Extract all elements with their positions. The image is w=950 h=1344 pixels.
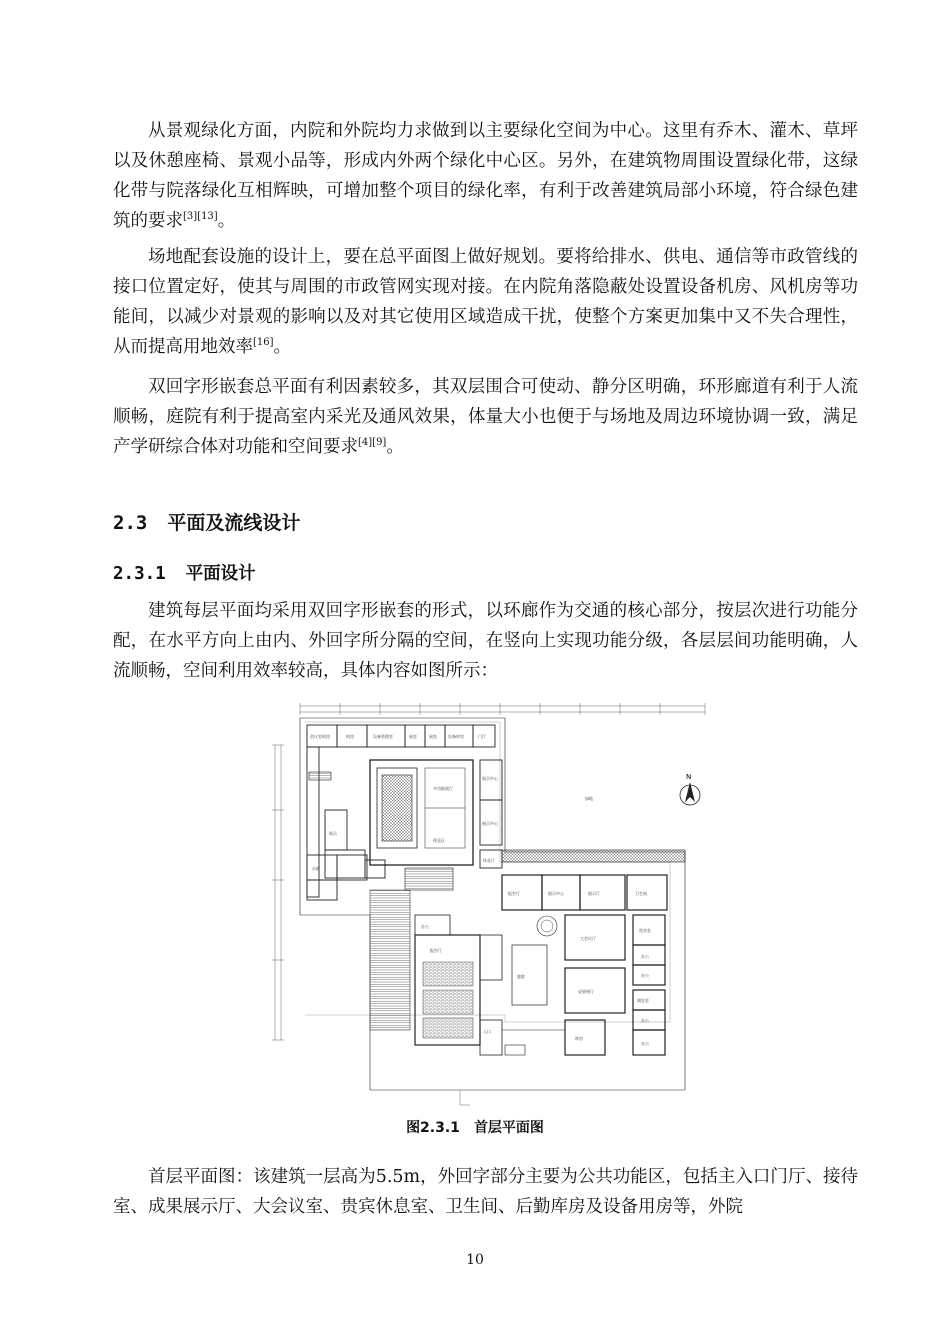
room-label: 展示中心 xyxy=(548,891,564,896)
floor-plan-drawing xyxy=(265,700,715,1110)
room-label: 贵宾室 xyxy=(639,928,651,933)
paragraph-site-facilities: 场地配套设施的设计上，要在总平面图上做好规划。要将给排水、供电、通信等市政管线的接口位置定好，使其与周围的市政管网实现对接。在内院角落隐蔽处设置设备机房、风机房等功能间，以减少对景观的影响以及对其它使用区域造成干扰，使整个方案更加集中又不失合理性，从而提高用地效率[16]。 xyxy=(113,247,858,357)
paragraph-ground-floor: 首层平面图：该建筑一层高为5.5m，外回字部分主要为公共功能区，包括主入口门厅、接待室、成果展示厅、大会议室、贵宾休息室、卫生间、后勤库房及设备用房等，外院 xyxy=(113,1167,858,1217)
south-service xyxy=(502,1030,565,1055)
north-arrow xyxy=(680,773,700,805)
room-label: 展示 xyxy=(329,831,337,836)
room-label: 多功能展厅 xyxy=(433,786,453,791)
room-label: 办公 xyxy=(641,973,649,978)
room-label: 展示厅 xyxy=(588,891,600,896)
room-label: 办公 xyxy=(641,1018,649,1023)
room-label: 入口 xyxy=(483,1029,491,1034)
room-label: 大会议厅 xyxy=(580,936,596,941)
north-label: N xyxy=(686,773,692,781)
east-rooms xyxy=(325,760,502,878)
caption-number: 图2.3.1 xyxy=(406,1120,460,1136)
svg-text:设备库房: 设备库房 xyxy=(448,734,464,739)
paragraph-plan-design: 建筑每层平面均采用双回字形嵌套的形式，以环廊作为交通的核心部分，按层次进行功能分配，在水平方向上由内、外回字所分隔的空间，在竖向上实现功能分级，各层层间功能明确，人流顺畅，空间利用效率较高，具体内容如图所示： xyxy=(113,601,858,681)
inner-courtyard-ring xyxy=(370,760,473,865)
south-east-rooms xyxy=(502,875,667,1055)
auditorium xyxy=(415,915,502,1055)
subsection-title: 平面设计 xyxy=(185,564,256,584)
room-label: 休息厅 xyxy=(483,858,495,863)
room-label: 报告厅 xyxy=(430,948,442,953)
section-number: 2.3 xyxy=(113,512,148,534)
courtyard-pool xyxy=(382,775,412,841)
room-label: 卫生间 xyxy=(635,891,647,896)
room-label: 办公 xyxy=(421,924,429,929)
svg-text:机房: 机房 xyxy=(346,734,354,739)
room-label: 办公 xyxy=(641,1041,649,1046)
room-label: 绿地 xyxy=(585,796,593,801)
citation: [4][9] xyxy=(358,437,387,448)
room-label: 庭院 xyxy=(517,974,525,979)
planting-band xyxy=(502,850,685,862)
caption-title: 首层平面图 xyxy=(473,1120,544,1136)
section-title: 平面及流线设计 xyxy=(167,512,301,534)
subsection-heading xyxy=(113,560,256,585)
room-label: 阅览室 xyxy=(637,998,649,1003)
room-labels xyxy=(310,733,486,739)
svg-text:设备管理室: 设备管理室 xyxy=(373,734,393,739)
room-label: 成果展厅 xyxy=(578,989,594,994)
room-label: 库房 xyxy=(575,1036,583,1041)
room-label: 休息区 xyxy=(433,838,445,843)
section-heading xyxy=(113,508,300,535)
subsection-number: 2.3.1 xyxy=(113,564,166,584)
svg-text:展室: 展室 xyxy=(409,734,417,739)
svg-text:会议室机房: 会议室机房 xyxy=(310,734,330,739)
figure-caption xyxy=(0,1117,950,1137)
central-lobby xyxy=(512,916,557,1005)
north-arrow-icon xyxy=(685,782,695,802)
room-label: 办公 xyxy=(641,954,649,959)
room-label: 展示中心 xyxy=(482,821,498,826)
svg-text:门厅: 门厅 xyxy=(478,734,486,739)
paragraph-double-courtyard: 双回字形嵌套总平面有利因素较多，其双层围合可使动、静分区明确，环形廊道有利于人流顺畅，庭院有利于提高室内采光及通风效果，体量大小也便于与场地及周边环境协调一致，满足产学研综合体对功能和空间要求[4][9]。 xyxy=(113,377,858,457)
west-rooms xyxy=(307,855,367,900)
room-label: 台阶 xyxy=(312,866,320,871)
room-label: 报告厅 xyxy=(508,891,520,896)
svg-text:展室: 展室 xyxy=(429,734,437,739)
citation: [3][13] xyxy=(183,211,218,222)
room-label: 展示中心 xyxy=(482,776,498,781)
floor-plan-figure xyxy=(265,700,715,1110)
paragraph-landscape: 从景观绿化方面，内院和外院均力求做到以主要绿化空间为中心。这里有乔木、灌木、草坪以及休憩座椅、景观小品等，形成内外两个绿化中心区。另外，在建筑物周围设置绿化带，这绿化带与院落绿化互相辉映，可增加整个项目的绿化率，有利于改善建筑局部小环境，符合绿色建筑的要求[3][13]。 xyxy=(113,121,858,231)
page-number: 10 xyxy=(466,1252,484,1268)
citation: [16] xyxy=(253,337,274,348)
